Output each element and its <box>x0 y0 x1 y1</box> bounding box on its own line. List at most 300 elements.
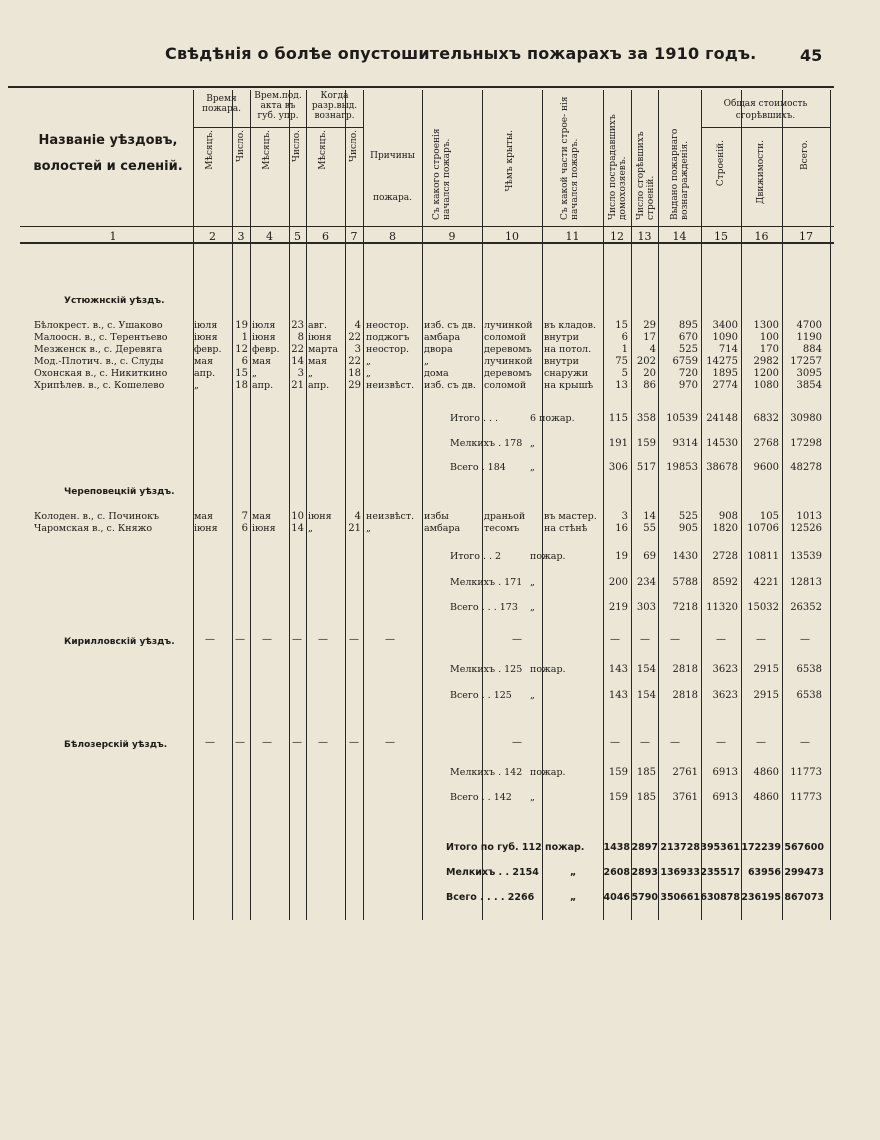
header-val-build: Строеній. <box>716 140 726 187</box>
total-label: Итого . . 2 <box>450 551 502 562</box>
total-cell: 159 <box>608 767 628 778</box>
row-cell: двора <box>424 344 453 355</box>
total-cell: 9314 <box>672 438 698 449</box>
uezd-title: Кирилловскій уѣздъ. <box>64 637 175 647</box>
column-number: 17 <box>799 230 813 243</box>
column-number: 15 <box>714 230 728 243</box>
grand-unit: „ <box>570 867 577 878</box>
total-unit: пожар. <box>530 551 566 562</box>
row-cell: на крышѣ <box>544 380 594 391</box>
row-cell: на потол. <box>544 344 592 355</box>
row-cell: 1820 <box>712 523 738 534</box>
total-cell: 12813 <box>790 577 822 588</box>
empty-dash: — <box>640 634 650 645</box>
total-cell: 191 <box>608 438 628 449</box>
total-cell: 11320 <box>706 602 738 613</box>
uezd-title: Устюжнскій уѣздъ. <box>64 296 165 306</box>
column-line <box>289 90 290 920</box>
row-cell: 2774 <box>712 380 738 391</box>
uezd-title: Череповецкій уѣздъ. <box>64 487 175 497</box>
row-cell: 720 <box>678 368 698 379</box>
row-cell: 6 <box>241 356 248 367</box>
row-cell: 15 <box>235 368 248 379</box>
total-cell: 3623 <box>712 664 738 675</box>
row-cell: 10706 <box>747 523 779 534</box>
total-cell: 154 <box>636 664 656 675</box>
header-roof: Чѣмъ крыты. <box>505 130 515 192</box>
header-bottom-rule <box>20 226 834 227</box>
total-cell: 10539 <box>666 413 698 424</box>
row-cell: 21 <box>291 380 304 391</box>
total-label: Всего . . . 173 <box>450 602 518 613</box>
row-cell: 170 <box>759 344 779 355</box>
total-cell: 15032 <box>747 602 779 613</box>
header-time-month: Мѣсяцъ. <box>205 130 215 170</box>
row-cell: 6 <box>621 332 628 343</box>
row-cell: 21 <box>348 523 361 534</box>
uezd-title: Бѣлозерскій уѣздъ. <box>64 740 168 750</box>
row-cell: 1895 <box>712 368 738 379</box>
grand-cell: 2608 <box>603 867 630 878</box>
grand-cell: 136933 <box>660 867 700 878</box>
row-cell: 1200 <box>753 368 779 379</box>
row-cell: неизвѣст. <box>366 511 415 522</box>
header-time-day: Число. <box>236 130 246 162</box>
row-cell: апр. <box>194 368 216 379</box>
column-number: 8 <box>389 230 396 243</box>
total-cell: 24148 <box>706 413 738 424</box>
column-number: 9 <box>448 230 456 243</box>
empty-dash: — <box>385 737 395 748</box>
row-cell: тесомъ <box>484 523 520 534</box>
row-cell: 908 <box>718 511 738 522</box>
empty-dash: — <box>349 634 359 645</box>
row-cell: лучинкой <box>484 356 533 367</box>
empty-dash: — <box>512 737 522 748</box>
total-label: Мелкихъ . 178 <box>450 438 523 449</box>
row-cell: деревомъ <box>484 344 532 355</box>
row-cell: 75 <box>615 356 628 367</box>
row-cell: мая <box>194 356 214 367</box>
empty-dash: — <box>756 634 766 645</box>
empty-dash: — <box>610 737 620 748</box>
header-val-total: Всего. <box>800 140 810 170</box>
row-cell: 4 <box>354 320 361 331</box>
row-cell: іюля <box>252 320 276 331</box>
row-cell: „ <box>194 380 199 391</box>
row-cell: іюня <box>252 523 276 534</box>
row-cell: 3 <box>354 344 361 355</box>
row-cell: 4 <box>354 511 361 522</box>
total-cell: 143 <box>608 664 628 675</box>
row-cell: 3 <box>621 511 628 522</box>
row-cell: 884 <box>802 344 822 355</box>
row-cell: Колоден. в., с. Починокъ <box>34 511 160 522</box>
row-cell: 5 <box>621 368 628 379</box>
row-cell: избы <box>424 511 449 522</box>
row-cell: 2982 <box>753 356 779 367</box>
row-cell: 8 <box>297 332 304 343</box>
total-cell: 4860 <box>753 767 779 778</box>
row-cell: 13 <box>615 380 628 391</box>
row-cell: 14275 <box>706 356 738 367</box>
total-cell: 5788 <box>672 577 698 588</box>
column-number: 2 <box>209 230 216 243</box>
row-cell: Охонская в., с. Никиткино <box>34 368 168 379</box>
total-cell: 2761 <box>672 767 698 778</box>
total-cell: 2768 <box>753 438 779 449</box>
total-unit: пожар. <box>530 767 566 778</box>
total-cell: 2818 <box>672 690 698 701</box>
column-number: 7 <box>350 230 358 243</box>
row-cell: драньой <box>484 511 526 522</box>
row-cell: 14 <box>291 356 304 367</box>
total-cell: 3761 <box>672 792 698 803</box>
total-unit: „ <box>530 577 535 588</box>
row-cell: 100 <box>759 332 779 343</box>
total-cell: 69 <box>643 551 656 562</box>
row-cell: изб. съ дв. <box>424 380 476 391</box>
row-cell: 18 <box>235 380 248 391</box>
total-label: Итого . . . <box>450 413 499 424</box>
empty-dash: — <box>610 634 620 645</box>
total-label: Мелкихъ . 142 <box>450 767 523 778</box>
total-cell: 159 <box>636 438 656 449</box>
row-cell: 1090 <box>712 332 738 343</box>
total-cell: 185 <box>636 792 656 803</box>
total-unit: „ <box>530 602 535 613</box>
header-paid: Выдано пожарнаго вознагражденія. <box>670 128 690 220</box>
row-cell: 6 <box>241 523 248 534</box>
grand-cell: 63956 <box>747 867 781 878</box>
row-cell: іюня <box>252 332 276 343</box>
row-cell: деревомъ <box>484 368 532 379</box>
column-number: 3 <box>237 230 245 243</box>
header-building: Съ какого строенія начался пожаръ. <box>432 128 452 220</box>
empty-dash: — <box>349 737 359 748</box>
total-cell: 10811 <box>747 551 779 562</box>
row-cell: „ <box>366 523 371 534</box>
group-line <box>701 127 830 128</box>
row-cell: амбара <box>424 523 461 534</box>
row-cell: Малоосн. в., с. Терентьево <box>34 332 168 343</box>
column-number: 10 <box>505 230 519 243</box>
total-cell: 6538 <box>796 690 822 701</box>
empty-dash: — <box>800 737 810 748</box>
row-cell: іюня <box>194 523 218 534</box>
row-cell: 670 <box>678 332 698 343</box>
row-cell: „ <box>366 356 371 367</box>
total-label: Всего . 184 <box>450 462 506 473</box>
column-line <box>830 90 831 920</box>
row-cell: 22 <box>348 332 361 343</box>
row-cell: 17 <box>643 332 656 343</box>
column-number: 5 <box>294 230 301 243</box>
column-line <box>250 90 251 920</box>
total-cell: 11773 <box>790 792 822 803</box>
row-cell: 55 <box>643 523 656 534</box>
total-cell: 200 <box>608 577 628 588</box>
total-cell: 159 <box>608 792 628 803</box>
total-unit: „ <box>530 438 535 449</box>
row-cell: 12 <box>235 344 248 355</box>
grand-cell: 350661 <box>660 892 700 903</box>
column-number: 16 <box>754 230 769 243</box>
total-unit: 6 пожар. <box>530 413 575 424</box>
total-cell: 48278 <box>790 462 822 473</box>
row-cell: 3 <box>297 368 304 379</box>
row-cell: 23 <box>291 320 304 331</box>
row-cell: мая <box>252 511 272 522</box>
header-cause: Причины пожара. <box>370 151 415 203</box>
grand-cell: 1438 <box>603 842 630 853</box>
grand-cell: 172239 <box>741 842 781 853</box>
total-cell: 154 <box>636 690 656 701</box>
row-cell: февр. <box>194 344 222 355</box>
empty-dash: — <box>292 634 302 645</box>
row-cell: въ мастер. <box>544 511 597 522</box>
row-cell: 714 <box>718 344 738 355</box>
empty-dash: — <box>262 737 272 748</box>
row-cell: 3400 <box>712 320 738 331</box>
total-cell: 2818 <box>672 664 698 675</box>
empty-dash: — <box>318 634 328 645</box>
column-number: 6 <box>322 230 329 243</box>
total-cell: 6832 <box>753 413 779 424</box>
total-cell: 517 <box>636 462 656 473</box>
header-part: Съ какой части строе- нія начался пожаръ. <box>560 96 580 220</box>
total-cell: 234 <box>636 577 656 588</box>
empty-dash: — <box>385 634 395 645</box>
row-cell: іюня <box>194 332 218 343</box>
row-cell: 525 <box>678 511 698 522</box>
row-cell: 905 <box>678 523 698 534</box>
grand-cell: 235517 <box>700 867 740 878</box>
empty-dash: — <box>670 634 680 645</box>
header-perm-month: Мѣсяцъ. <box>318 130 328 170</box>
empty-dash: — <box>800 634 810 645</box>
row-cell: 86 <box>643 380 656 391</box>
column-line <box>232 90 233 920</box>
total-cell: 11773 <box>790 767 822 778</box>
row-cell: Бѣлокрест. в., с. Ушаково <box>34 320 163 331</box>
row-cell: неизвѣст. <box>366 380 415 391</box>
row-cell: Мод.-Плотич. в., с. Слуды <box>34 356 164 367</box>
header-time: Время пожара. <box>201 94 242 114</box>
grand-label: Итого по губ. 112 пожар. <box>446 842 585 853</box>
column-number: 11 <box>565 230 580 243</box>
row-cell: 202 <box>636 356 656 367</box>
grand-label: Всего . . . . 2266 <box>446 892 535 903</box>
column-line <box>422 90 423 920</box>
total-cell: 8592 <box>712 577 738 588</box>
header-name: Названіе уѣздовъ, волостей и селеній. <box>33 133 183 174</box>
total-cell: 7218 <box>672 602 698 613</box>
column-number: 12 <box>610 230 624 243</box>
column-number: 1 <box>109 230 117 243</box>
row-cell: апр. <box>252 380 274 391</box>
grand-cell: 630878 <box>700 892 740 903</box>
row-cell: 16 <box>615 523 628 534</box>
grand-unit: „ <box>570 892 577 903</box>
row-cell: неостор. <box>366 344 410 355</box>
empty-dash: — <box>670 737 680 748</box>
empty-dash: — <box>262 634 272 645</box>
header-burned: Число сгорѣвшихъ строеній. <box>636 131 656 220</box>
row-cell: снаружи <box>544 368 589 379</box>
column-line <box>542 90 543 920</box>
row-cell: 7 <box>241 511 248 522</box>
row-cell: іюня <box>308 511 332 522</box>
row-cell: „ <box>252 368 257 379</box>
header-act-month: Мѣсяцъ. <box>262 130 272 170</box>
page-number: 45 <box>800 46 823 65</box>
row-cell: 525 <box>678 344 698 355</box>
total-cell: 4221 <box>753 577 779 588</box>
row-cell: соломой <box>484 332 527 343</box>
row-cell: мая <box>252 356 272 367</box>
total-cell: 13539 <box>790 551 822 562</box>
header-households: Число пострадавшихъ домохозяевъ. <box>608 114 628 220</box>
empty-dash: — <box>512 634 522 645</box>
column-number: 14 <box>672 230 687 243</box>
row-cell: 4700 <box>796 320 822 331</box>
row-cell: „ <box>308 523 313 534</box>
total-cell: 303 <box>636 602 656 613</box>
row-cell: 1190 <box>796 332 822 343</box>
grand-cell: 867073 <box>784 892 824 903</box>
empty-dash: — <box>716 737 726 748</box>
header-perm: Когда разр.выд. вознагр. <box>311 91 358 121</box>
group-line <box>193 127 250 128</box>
total-label: Всего . . 125 <box>450 690 512 701</box>
row-cell: 29 <box>348 380 361 391</box>
grand-cell: 213728 <box>660 842 700 853</box>
grand-cell: 299473 <box>784 867 824 878</box>
total-label: Мелкихъ . 171 <box>450 577 523 588</box>
header-act-day: Число. <box>292 130 302 162</box>
row-cell: 29 <box>643 320 656 331</box>
row-cell: 3854 <box>796 380 822 391</box>
row-cell: мая <box>308 356 328 367</box>
row-cell: дома <box>424 368 449 379</box>
row-cell: 20 <box>643 368 656 379</box>
total-cell: 6538 <box>796 664 822 675</box>
page-title: Свѣдѣнія о болѣе опустошительныхъ пожарахъ за 1910 годъ. <box>165 44 757 63</box>
row-cell: 1 <box>621 344 628 355</box>
header-perm-day: Число. <box>349 130 359 162</box>
column-number: 4 <box>266 230 273 243</box>
total-label: Всего . . 142 <box>450 792 512 803</box>
row-cell: внутри <box>544 332 579 343</box>
empty-dash: — <box>235 634 245 645</box>
row-cell: „ <box>366 368 371 379</box>
total-cell: 19 <box>615 551 628 562</box>
column-number: 13 <box>637 230 652 243</box>
row-cell: 18 <box>348 368 361 379</box>
total-cell: 30980 <box>790 413 822 424</box>
grand-cell: 4046 <box>603 892 630 903</box>
row-cell: іюня <box>308 332 332 343</box>
total-cell: 38678 <box>706 462 738 473</box>
row-cell: апр. <box>308 380 330 391</box>
column-line <box>306 90 307 920</box>
header-value: Общая стоимость сгорѣвшихъ. <box>723 99 808 121</box>
row-cell: 15 <box>615 320 628 331</box>
row-cell: 6759 <box>672 356 698 367</box>
total-cell: 115 <box>608 413 628 424</box>
row-cell: изб. съ дв. <box>424 320 476 331</box>
row-cell: въ кладов. <box>544 320 596 331</box>
row-cell: 1013 <box>796 511 822 522</box>
row-cell: 22 <box>348 356 361 367</box>
row-cell: амбара <box>424 332 461 343</box>
row-cell: поджогъ <box>366 332 410 343</box>
total-cell: 1430 <box>672 551 698 562</box>
total-cell: 185 <box>636 767 656 778</box>
total-cell: 358 <box>636 413 656 424</box>
row-cell: іюля <box>194 320 218 331</box>
total-cell: 6913 <box>712 767 738 778</box>
row-cell: 3095 <box>796 368 822 379</box>
header-act: Врем.под. акта въ губ. упр. <box>254 91 302 121</box>
grand-cell: 236195 <box>741 892 781 903</box>
total-unit: „ <box>530 462 535 473</box>
row-cell: авг. <box>308 320 328 331</box>
row-cell: 12526 <box>790 523 822 534</box>
row-cell: 970 <box>678 380 698 391</box>
total-label: Мелкихъ . 125 <box>450 664 523 675</box>
group-line <box>250 127 363 128</box>
row-cell: Хрипѣлев. в., с. Кошелево <box>34 380 165 391</box>
row-cell: 19 <box>235 320 248 331</box>
row-cell: 14 <box>643 511 656 522</box>
column-line <box>193 90 194 920</box>
row-cell: неостор. <box>366 320 410 331</box>
row-cell: 105 <box>759 511 779 522</box>
row-cell: „ <box>308 368 313 379</box>
row-cell: 22 <box>291 344 304 355</box>
header-val-move: Движимости. <box>756 140 766 204</box>
row-cell: 1080 <box>753 380 779 391</box>
row-cell: соломой <box>484 380 527 391</box>
grand-cell: 395361 <box>700 842 740 853</box>
table-top-rule <box>8 86 834 88</box>
grand-label: Мелкихъ . . 2154 <box>446 867 539 878</box>
row-cell: 14 <box>291 523 304 534</box>
total-cell: 2915 <box>753 690 779 701</box>
grand-cell: 5790 <box>631 892 658 903</box>
row-cell: 10 <box>291 511 304 522</box>
empty-dash: — <box>756 737 766 748</box>
total-cell: 17298 <box>790 438 822 449</box>
grand-cell: 2897 <box>631 842 658 853</box>
total-cell: 2728 <box>712 551 738 562</box>
empty-dash: — <box>235 737 245 748</box>
row-cell: 17257 <box>790 356 822 367</box>
total-cell: 3623 <box>712 690 738 701</box>
row-cell: „ <box>424 356 429 367</box>
column-line <box>345 90 346 920</box>
total-cell: 4860 <box>753 792 779 803</box>
empty-dash: — <box>640 737 650 748</box>
total-cell: 219 <box>608 602 628 613</box>
row-cell: февр. <box>252 344 280 355</box>
total-unit: пожар. <box>530 664 566 675</box>
total-cell: 14530 <box>706 438 738 449</box>
total-cell: 26352 <box>790 602 822 613</box>
row-cell: марта <box>308 344 339 355</box>
